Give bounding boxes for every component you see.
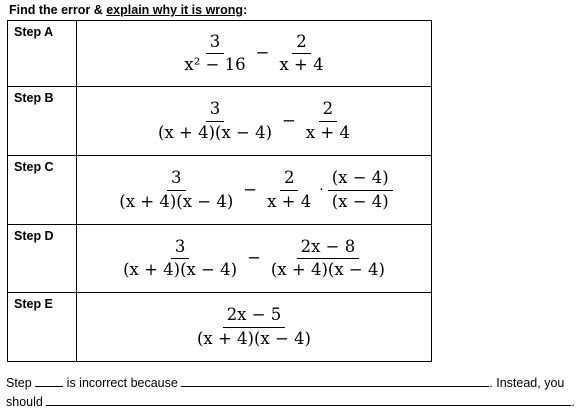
step-label: Step C (8, 156, 77, 225)
fraction (263, 170, 315, 210)
denominator: (x + 4)(x − 4) (270, 260, 385, 279)
numerator: 3 (167, 170, 186, 191)
footer-text: Step (6, 376, 36, 390)
operator: − (247, 248, 261, 268)
step-row (8, 87, 432, 156)
operator: − (255, 43, 270, 63)
numerator: 2 (280, 170, 299, 191)
instruction-tail: : (243, 3, 248, 17)
denominator: x + 4 (267, 191, 312, 211)
denominator: (x + 4)(x − 4) (197, 328, 311, 348)
operator: · (319, 182, 324, 198)
fraction (115, 170, 237, 210)
step-label: Step E (8, 293, 77, 362)
expression (151, 101, 357, 141)
instruction-underlined: explain why it is wrong (106, 3, 244, 17)
numerator: 3 (171, 239, 190, 260)
numerator: 2 (292, 34, 311, 55)
numerator: 2 (319, 101, 338, 122)
step-row (8, 21, 432, 87)
denominator: (x + 4)(x − 4) (123, 260, 238, 279)
step-expression (77, 21, 432, 87)
step-label: Step A (8, 21, 77, 87)
fraction (193, 307, 315, 347)
footer-text: . Instead, you (489, 376, 565, 390)
denominator: x + 4 (305, 122, 350, 142)
answer-line-1 (6, 375, 564, 390)
step-blank[interactable] (35, 375, 63, 387)
denominator: x² − 16 (184, 55, 246, 74)
instruction-lead: Find the error & (9, 3, 107, 17)
expression (116, 236, 392, 279)
operator: − (282, 110, 296, 130)
fraction (119, 236, 241, 279)
operator: − (243, 179, 258, 199)
fraction (154, 101, 276, 141)
step-label: Step B (8, 87, 77, 156)
step-row (8, 156, 432, 225)
fraction (328, 170, 393, 210)
numerator: 2x − 5 (223, 307, 286, 328)
steps-table (7, 20, 432, 362)
footer-text: is incorrect because (63, 376, 182, 390)
numerator: 3 (206, 34, 225, 55)
expression (177, 31, 330, 74)
step-expression (77, 293, 432, 362)
step-expression (77, 225, 432, 293)
instruction-heading (9, 3, 247, 17)
footer-text: should (6, 395, 47, 409)
numerator: (x − 4) (328, 170, 393, 191)
numerator: 3 (206, 101, 225, 122)
denominator: (x + 4)(x − 4) (119, 191, 234, 211)
step-expression (77, 156, 432, 225)
step-row (8, 225, 432, 293)
fraction (275, 31, 327, 74)
answer-line-2 (6, 394, 575, 409)
footer-text: . (571, 395, 575, 409)
expression (190, 307, 318, 347)
denominator: (x − 4) (331, 191, 389, 211)
step-label: Step D (8, 225, 77, 293)
fraction (267, 236, 389, 279)
step-expression (77, 87, 432, 156)
numerator: 2x − 8 (297, 239, 360, 260)
fraction (302, 101, 354, 141)
expression (112, 170, 395, 210)
denominator: x + 4 (279, 55, 324, 74)
correction-blank[interactable] (46, 394, 571, 406)
denominator: (x + 4)(x − 4) (158, 122, 273, 142)
fraction (180, 31, 249, 74)
reason-blank[interactable] (181, 375, 489, 387)
step-row (8, 293, 432, 362)
